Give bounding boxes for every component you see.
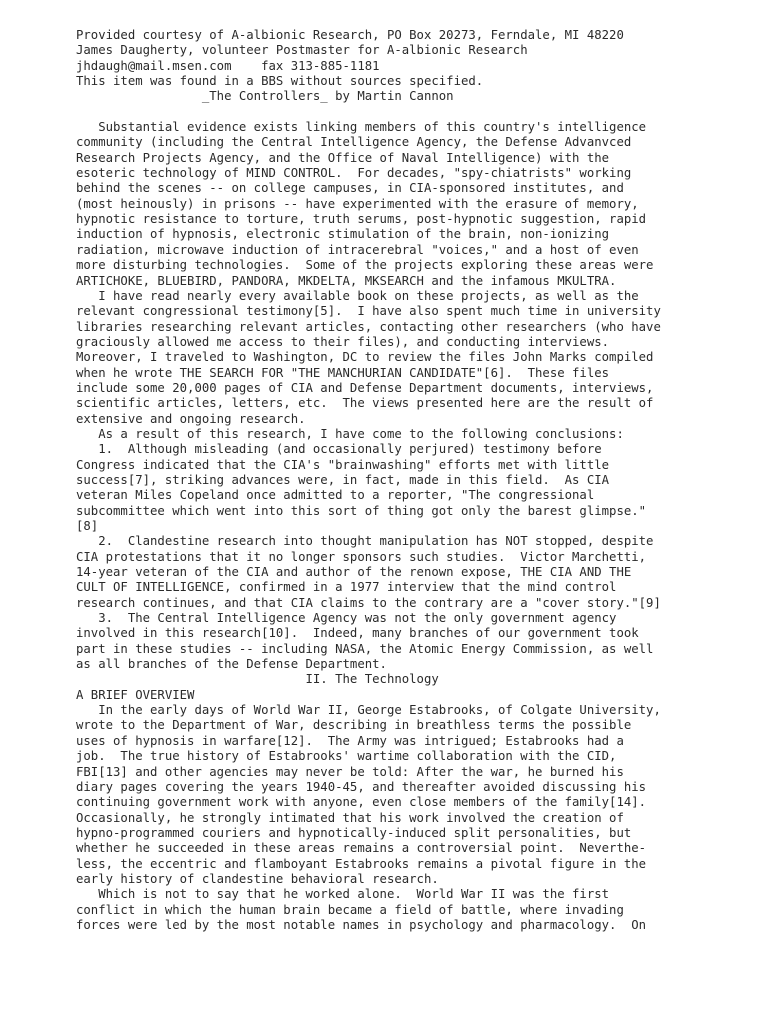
text-line: 1. Although misleading (and occasionally perjured) testimony before (76, 442, 602, 457)
text-line: conflict in which the human brain became a field of battle, where invading (76, 902, 624, 917)
text-line: diary pages covering the years 1940-45, and thereafter avoided discussing his (76, 779, 647, 794)
text-line: whether he succeeded in these areas remains a controversial point. Neverthe- (76, 841, 647, 856)
text-line: when he wrote THE SEARCH FOR "THE MANCHURIAN CANDIDATE"[6]. These files (76, 365, 610, 380)
text-line: include some 20,000 pages of CIA and Defense Department documents, interviews, (76, 380, 654, 395)
text-line: II. The Technology (76, 672, 439, 687)
text-line: Which is not to say that he worked alone. World War II was the first (76, 887, 610, 902)
text-line: early history of clandestine behavioral research. (76, 871, 439, 886)
text-line: as all branches of the Defense Department. (76, 657, 387, 672)
text-line: involved in this research[10]. Indeed, many branches of our government took (76, 626, 639, 641)
text-line: Research Projects Agency, and the Office of Naval Intelligence) with the (76, 150, 610, 165)
text-line: (most heinously) in prisons -- have experimented with the erasure of memory, (76, 196, 639, 211)
text-line: induction of hypnosis, electronic stimulation of the brain, non-ionizing (76, 227, 610, 242)
text-line: As a result of this research, I have come to the following conclusions: (76, 426, 624, 441)
document-page (76, 28, 756, 933)
text-line: part in these studies -- including NASA, the Atomic Energy Commission, as well (76, 641, 654, 656)
text-line: less, the eccentric and flamboyant Estabrooks remains a pivotal figure in the (76, 856, 647, 871)
text-line: In the early days of World War II, George Estabrooks, of Colgate University, (76, 703, 661, 718)
text-line: community (including the Central Intelligence Agency, the Defense Advanvced (76, 135, 632, 150)
text-line: Congress indicated that the CIA's "brainwashing" efforts met with little (76, 457, 610, 472)
text-line: I have read nearly every available book on these projects, as well as the (76, 288, 639, 303)
text-line: 14-year veteran of the CIA and author of the renown expose, THE CIA AND THE (76, 565, 632, 580)
text-line: _The Controllers_ by Martin Cannon (76, 89, 454, 104)
text-line: FBI[13] and other agencies may never be told: After the war, he burned his (76, 764, 624, 779)
text-line: radiation, microwave induction of intracerebral "voices," and a host of even (76, 242, 639, 257)
text-line: CULT OF INTELLIGENCE, confirmed in a 1977 interview that the mind control (76, 580, 617, 595)
text-line: research continues, and that CIA claims to the contrary are a "cover story."[9] (76, 595, 661, 610)
text-line: success[7], striking advances were, in fact, made in this field. As CIA (76, 472, 610, 487)
text-line: wrote to the Department of War, describing in breathless terms the possible (76, 718, 632, 733)
text-line: hypnotic resistance to torture, truth serums, post-hypnotic suggestion, rapid (76, 212, 647, 227)
text-line: Substantial evidence exists linking members of this country's intelligence (76, 120, 647, 135)
text-line: jhdaugh@mail.msen.com fax 313-885-1181 (76, 58, 380, 73)
text-line: Occasionally, he strongly intimated that his work involved the creation of (76, 810, 624, 825)
text-line: A BRIEF OVERVIEW (76, 687, 195, 702)
text-line: continuing government work with anyone, even close members of the family[14]. (76, 795, 647, 810)
text-line: Moreover, I traveled to Washington, DC to review the files John Marks compiled (76, 350, 654, 365)
text-line: Provided courtesy of A-albionic Research, PO Box 20273, Ferndale, MI 48220 (76, 28, 624, 42)
text-line: libraries researching relevant articles, contacting other researchers (who have (76, 319, 661, 334)
text-line: [8] (76, 519, 99, 533)
blank-line (76, 105, 756, 120)
text-line: CIA protestations that it no longer sponsors such studies. Victor Marchetti, (76, 549, 647, 564)
text-line: relevant congressional testimony[5]. I have also spent much time in university (76, 304, 661, 319)
text-line: forces were led by the most notable names in psychology and pharmacology. On (76, 917, 647, 932)
text-line: graciously allowed me access to their files), and conducting interviews. (76, 334, 610, 349)
text-line: This item was found in a BBS without sources specified. (76, 74, 484, 89)
text-line: behind the scenes -- on college campuses, in CIA-sponsored institutes, and (76, 181, 624, 196)
text-line: James Daugherty, volunteer Postmaster for A-albionic Research (76, 43, 528, 58)
text-line: 3. The Central Intelligence Agency was not the only government agency (76, 611, 617, 626)
text-line: ARTICHOKE, BLUEBIRD, PANDORA, MKDELTA, MKSEARCH and the infamous MKULTRA. (76, 273, 617, 288)
text-line: 2. Clandestine research into thought manipulation has NOT stopped, despite (76, 534, 654, 549)
text-line: uses of hypnosis in warfare[12]. The Army was intrigued; Estabrooks had a (76, 733, 624, 748)
text-line: extensive and ongoing research. (76, 411, 306, 426)
text-line: esoteric technology of MIND CONTROL. For decades, "spy-chiatrists" working (76, 166, 632, 181)
text-line: hypno-programmed couriers and hypnotically-induced split personalities, but (76, 825, 632, 840)
text-line: scientific articles, letters, etc. The views presented here are the result of (76, 396, 654, 411)
text-line: veteran Miles Copeland once admitted to a reporter, "The congressional (76, 488, 595, 503)
text-line: job. The true history of Estabrooks' wartime collaboration with the CID, (76, 749, 617, 764)
text-line: subcommittee which went into this sort of thing got only the barest glimpse." (76, 503, 647, 518)
text-line: more disturbing technologies. Some of the projects exploring these areas were (76, 258, 654, 273)
